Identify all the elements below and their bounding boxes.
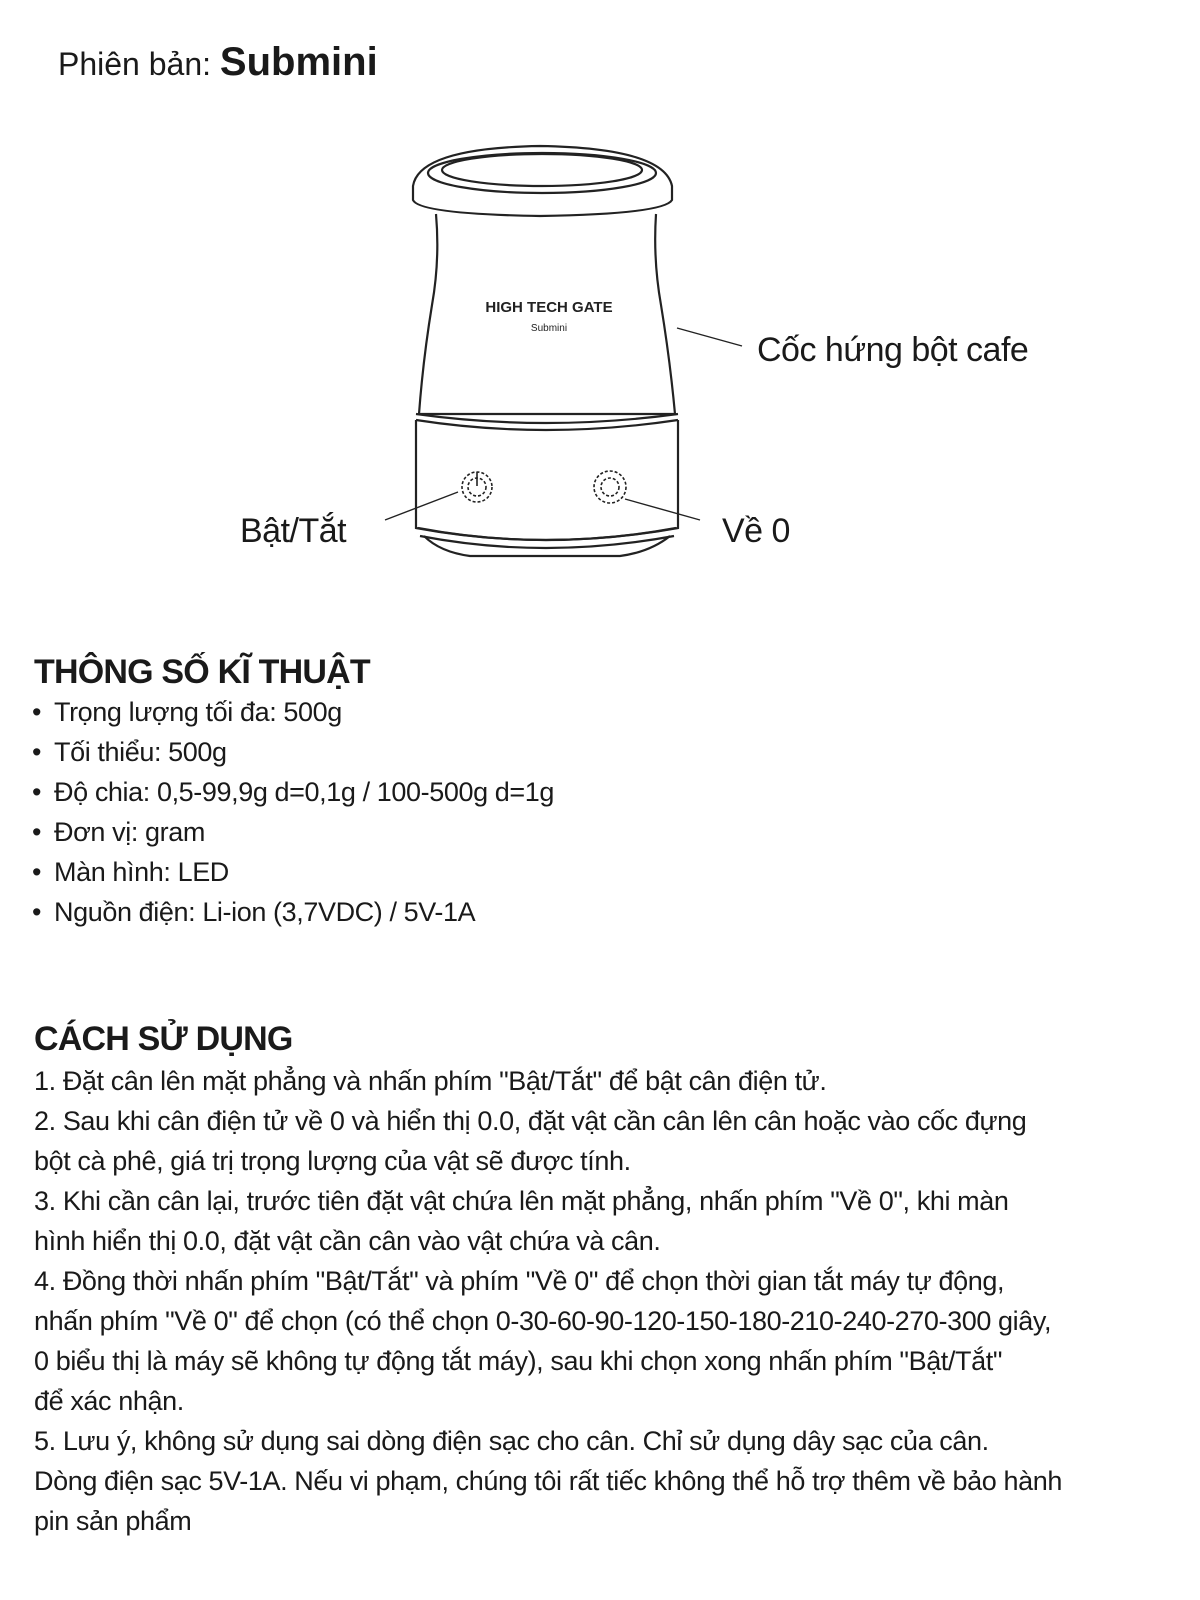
power-callout: Bật/Tắt bbox=[240, 512, 347, 550]
tare-leader-line bbox=[625, 499, 700, 520]
tare-button-icon bbox=[594, 471, 626, 503]
power-button-icon bbox=[462, 472, 492, 502]
usage-instructions bbox=[34, 1061, 1184, 1541]
spec-item: • Màn hình: LED bbox=[32, 852, 554, 892]
cup-leader-line bbox=[677, 328, 742, 346]
product-figure bbox=[0, 0, 1200, 620]
model-label: Submini bbox=[530, 323, 568, 334]
spec-item: • Độ chia: 0,5-99,9g d=0,1g / 100-500g d=1g bbox=[32, 772, 554, 812]
usage-line: 3. Khi cần cân lại, trước tiên đặt vật chứa lên mặt phẳng, nhấn phím "Về 0", khi màn bbox=[34, 1186, 1009, 1216]
usage-line: 1. Đặt cân lên mặt phẳng và nhấn phím "Bật/Tắt" để bật cân điện tử. bbox=[34, 1066, 827, 1096]
usage-line: Dòng điện sạc 5V-1A. Nếu vi phạm, chúng tôi rất tiếc không thể hỗ trợ thêm về bảo hành bbox=[34, 1466, 1062, 1496]
spec-item: • Trọng lượng tối đa: 500g bbox=[32, 692, 554, 732]
tare-callout: Về 0 bbox=[722, 512, 790, 550]
version-prefix: Phiên bản: bbox=[58, 46, 212, 82]
version-name: Submini bbox=[219, 40, 378, 84]
power-leader-line bbox=[385, 492, 458, 520]
usage-title: CÁCH SỬ DỤNG bbox=[34, 1020, 293, 1058]
spec-item: • Đơn vị: gram bbox=[32, 812, 554, 852]
usage-line: hình hiển thị 0.0, đặt vật cần cân vào vật chứa và cân. bbox=[34, 1226, 661, 1256]
usage-line: bột cà phê, giá trị trọng lượng của vật sẽ được tính. bbox=[34, 1146, 631, 1176]
scale-illustration bbox=[0, 0, 1200, 620]
spec-item: • Tối thiểu: 500g bbox=[32, 732, 554, 772]
brand-label: HIGH TECH GATE bbox=[485, 299, 613, 316]
usage-line: pin sản phẩm bbox=[34, 1506, 192, 1536]
cup-callout: Cốc hứng bột cafe bbox=[757, 331, 1029, 369]
specs-list bbox=[32, 692, 554, 932]
usage-line: nhấn phím "Về 0" để chọn (có thể chọn 0-30-60-90-120-150-180-210-240-270-300 giây, bbox=[34, 1306, 1052, 1336]
specs-title: THÔNG SỐ KĨ THUẬT bbox=[34, 653, 370, 691]
usage-line: 5. Lưu ý, không sử dụng sai dòng điện sạc cho cân. Chỉ sử dụng dây sạc của cân. bbox=[34, 1426, 989, 1456]
usage-line: 2. Sau khi cân điện tử về 0 và hiển thị 0.0, đặt vật cần cân lên cân hoặc vào cốc đựng bbox=[34, 1106, 1027, 1136]
usage-line: 4. Đồng thời nhấn phím "Bật/Tắt" và phím "Về 0" để chọn thời gian tắt máy tự động, bbox=[34, 1266, 1005, 1296]
usage-line: 0 biểu thị là máy sẽ không tự động tắt máy), sau khi chọn xong nhấn phím "Bật/Tắt" bbox=[34, 1346, 1003, 1376]
spec-item: • Nguồn điện: Li-ion (3,7VDC) / 5V-1A bbox=[32, 892, 554, 932]
usage-line: để xác nhận. bbox=[34, 1386, 184, 1416]
cup-rim bbox=[413, 146, 672, 216]
base-body bbox=[416, 420, 678, 540]
